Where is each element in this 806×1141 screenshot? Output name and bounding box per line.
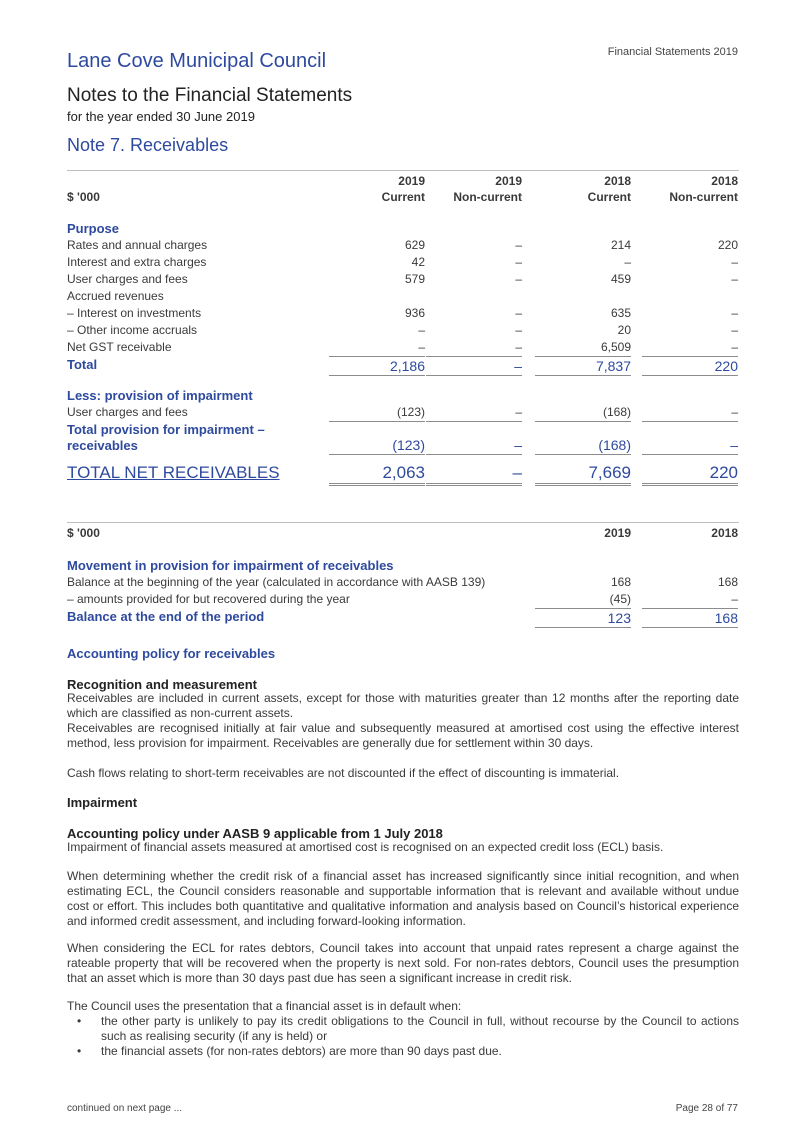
cell: 6,509	[535, 339, 631, 357]
policy-heading: Accounting policy for receivables	[67, 646, 276, 661]
table-row	[67, 591, 739, 608]
cell: (45)	[535, 591, 631, 609]
row-label: User charges and fees	[67, 405, 188, 419]
col-year-2: 2018	[711, 526, 738, 540]
less-heading: Less: provision of impairment	[67, 388, 253, 403]
net-total-row	[67, 457, 739, 487]
row-label: Rates and annual charges	[67, 238, 208, 252]
cell: –	[642, 437, 738, 455]
cell: (123)	[329, 437, 425, 455]
document-label: Financial Statements 2019	[607, 46, 738, 58]
row-label: – Interest on investments	[67, 306, 202, 320]
table-row	[67, 322, 739, 339]
aasb9-paragraph-1: Impairment of financial assets measured at amortised cost is recognised on an expected credit loss (ECL) basis.	[67, 840, 664, 854]
cell: 936	[404, 306, 425, 320]
cell: –	[329, 339, 425, 357]
bullet-dot: •	[77, 1044, 82, 1058]
recognition-paragraph-1: Receivables are included in current assets, except for those with maturities greater than 12 months after the reporting date which are classified as non-current assets.	[67, 691, 739, 720]
cell: 635	[610, 306, 631, 320]
col-type-1: Current	[381, 190, 425, 204]
cell: –	[515, 255, 522, 269]
cell: –	[731, 272, 738, 286]
col-type-2: Non-current	[453, 190, 522, 204]
col-year-3: 2018	[604, 174, 631, 188]
cell: (168)	[535, 404, 631, 422]
table-row	[67, 305, 739, 322]
unit-label: $ '000	[67, 526, 100, 540]
cell: –	[426, 463, 522, 486]
row-label: User charges and fees	[67, 272, 188, 286]
table-header	[67, 522, 739, 543]
movement-heading: Movement in provision for impairment of receivables	[67, 558, 394, 573]
impairment-heading: Impairment	[67, 795, 138, 810]
total-label: Total	[67, 357, 98, 372]
row-label: – Other income accruals	[67, 323, 198, 337]
cell: –	[515, 306, 522, 320]
row-label: Interest and extra charges	[67, 255, 207, 269]
cell: –	[731, 255, 738, 269]
cell: 214	[610, 238, 631, 252]
aasb9-paragraph-4: The Council uses the presentation that a financial asset is in default when:	[67, 999, 462, 1013]
cell: –	[515, 238, 522, 252]
row-label: Accrued revenues	[67, 289, 164, 303]
cell: 168	[717, 575, 738, 589]
cell: 459	[610, 272, 631, 286]
cell: –	[426, 358, 522, 376]
aasb9-paragraph-2: When determining whether the credit risk of a financial asset has increased significantly since initial recognition, and when estimating ECL, the Council considers reasonable and supportable information that is relevant and available without undue cost or effort. This includes both quantitative and qualitative information and analysis based on Council’s historical experience and informed credit assessment, and including forward-looking information.	[67, 869, 739, 928]
provision-total-label	[67, 422, 265, 454]
period-subtitle: for the year ended 30 June 2019	[67, 109, 255, 124]
total-row	[67, 608, 739, 627]
cell: 20	[617, 323, 631, 337]
provision-total-label-line2: receivables	[67, 438, 138, 453]
total-label: Balance at the end of the period	[67, 609, 265, 624]
provision-total-label-line1: Total provision for impairment –	[67, 422, 265, 437]
section-heading	[67, 557, 739, 574]
row-label: – amounts provided for but recovered during the year	[67, 592, 350, 606]
section-heading	[67, 387, 739, 404]
table-row	[67, 339, 739, 356]
cell: –	[731, 306, 738, 320]
cell: –	[642, 404, 738, 422]
notes-title: Notes to the Financial Statements	[67, 85, 353, 106]
aasb9-paragraph-3: When considering the ECL for rates debtors, Council takes into account that unpaid rates represent a charge against the rateable property that will be recovered when the property is next sold. For non-rates debtors, Council uses the presumption that an asset which is more than 30 days past due has seen a significant increase in credit risk.	[67, 941, 739, 985]
col-year-2: 2019	[495, 174, 522, 188]
cell: –	[418, 323, 425, 337]
receivables-table	[67, 170, 739, 487]
section-heading	[67, 220, 739, 237]
table-row	[67, 404, 739, 421]
cell: 220	[717, 238, 738, 252]
page-number: Page 28 of 77	[675, 1103, 738, 1114]
row-label: Net GST receivable	[67, 340, 172, 354]
table-row	[67, 271, 739, 288]
recognition-heading: Recognition and measurement	[67, 677, 257, 692]
bullet-text: the other party is unlikely to pay its credit obligations to the Council in full, without recourse by the Council to actions such as realising security (if any is held) or	[101, 1014, 739, 1043]
cell: 168	[610, 575, 631, 589]
cell: –	[426, 404, 522, 422]
note-title: Note 7. Receivables	[67, 135, 229, 155]
organisation-name: Lane Cove Municipal Council	[67, 50, 327, 72]
cell: 42	[411, 255, 425, 269]
cell: 579	[404, 272, 425, 286]
provision-total-row	[67, 421, 739, 457]
aasb9-heading: Accounting policy under AASB 9 applicable from 1 July 2018	[67, 826, 443, 841]
total-row	[67, 356, 739, 375]
cell: 629	[404, 238, 425, 252]
col-year-1: 2019	[604, 526, 631, 540]
table-header-types	[67, 189, 739, 206]
bullet-text: the financial assets (for non-rates debtors) are more than 90 days past due.	[101, 1044, 502, 1058]
table-row	[67, 574, 739, 591]
col-year-1: 2019	[398, 174, 425, 188]
net-total-label: TOTAL NET RECEIVABLES	[67, 463, 280, 482]
cell: 2,063	[329, 463, 425, 486]
recognition-paragraph-2: Receivables are recognised initially at fair value and subsequently measured at amortised cost using the effective interest method, less provision for impairment. Receivables are generally due for settlement within 30 days.	[67, 721, 739, 750]
cell: –	[426, 339, 522, 357]
cell: –	[642, 339, 738, 357]
cell: –	[515, 272, 522, 286]
cell: –	[426, 437, 522, 455]
cell: –	[515, 323, 522, 337]
col-type-3: Current	[587, 190, 631, 204]
cell: –	[731, 323, 738, 337]
cell: 220	[642, 463, 738, 486]
cell: 7,669	[535, 463, 631, 486]
cell: 123	[535, 610, 631, 628]
cell: 168	[642, 610, 738, 628]
cell: –	[624, 255, 631, 269]
row-label: Balance at the beginning of the year (calculated in accordance with AASB 139)	[67, 575, 486, 589]
table-header-years	[67, 170, 739, 189]
unit-label: $ '000	[67, 190, 100, 204]
bullet-dot: •	[77, 1014, 82, 1028]
cell: (168)	[535, 437, 631, 455]
col-year-4: 2018	[711, 174, 738, 188]
cell: –	[642, 591, 738, 609]
table-row	[67, 254, 739, 271]
cell: 7,837	[535, 358, 631, 376]
cell: 2,186	[329, 358, 425, 376]
cell: (123)	[329, 404, 425, 422]
table-row	[67, 288, 739, 305]
provision-movement-table	[67, 522, 739, 627]
continued-note: continued on next page ...	[67, 1103, 183, 1114]
col-type-4: Non-current	[669, 190, 738, 204]
cell: 220	[642, 358, 738, 376]
table-row	[67, 237, 739, 254]
purpose-heading: Purpose	[67, 221, 120, 236]
recognition-paragraph-3: Cash flows relating to short-term receivables are not discounted if the effect of discounting is immaterial.	[67, 766, 620, 780]
